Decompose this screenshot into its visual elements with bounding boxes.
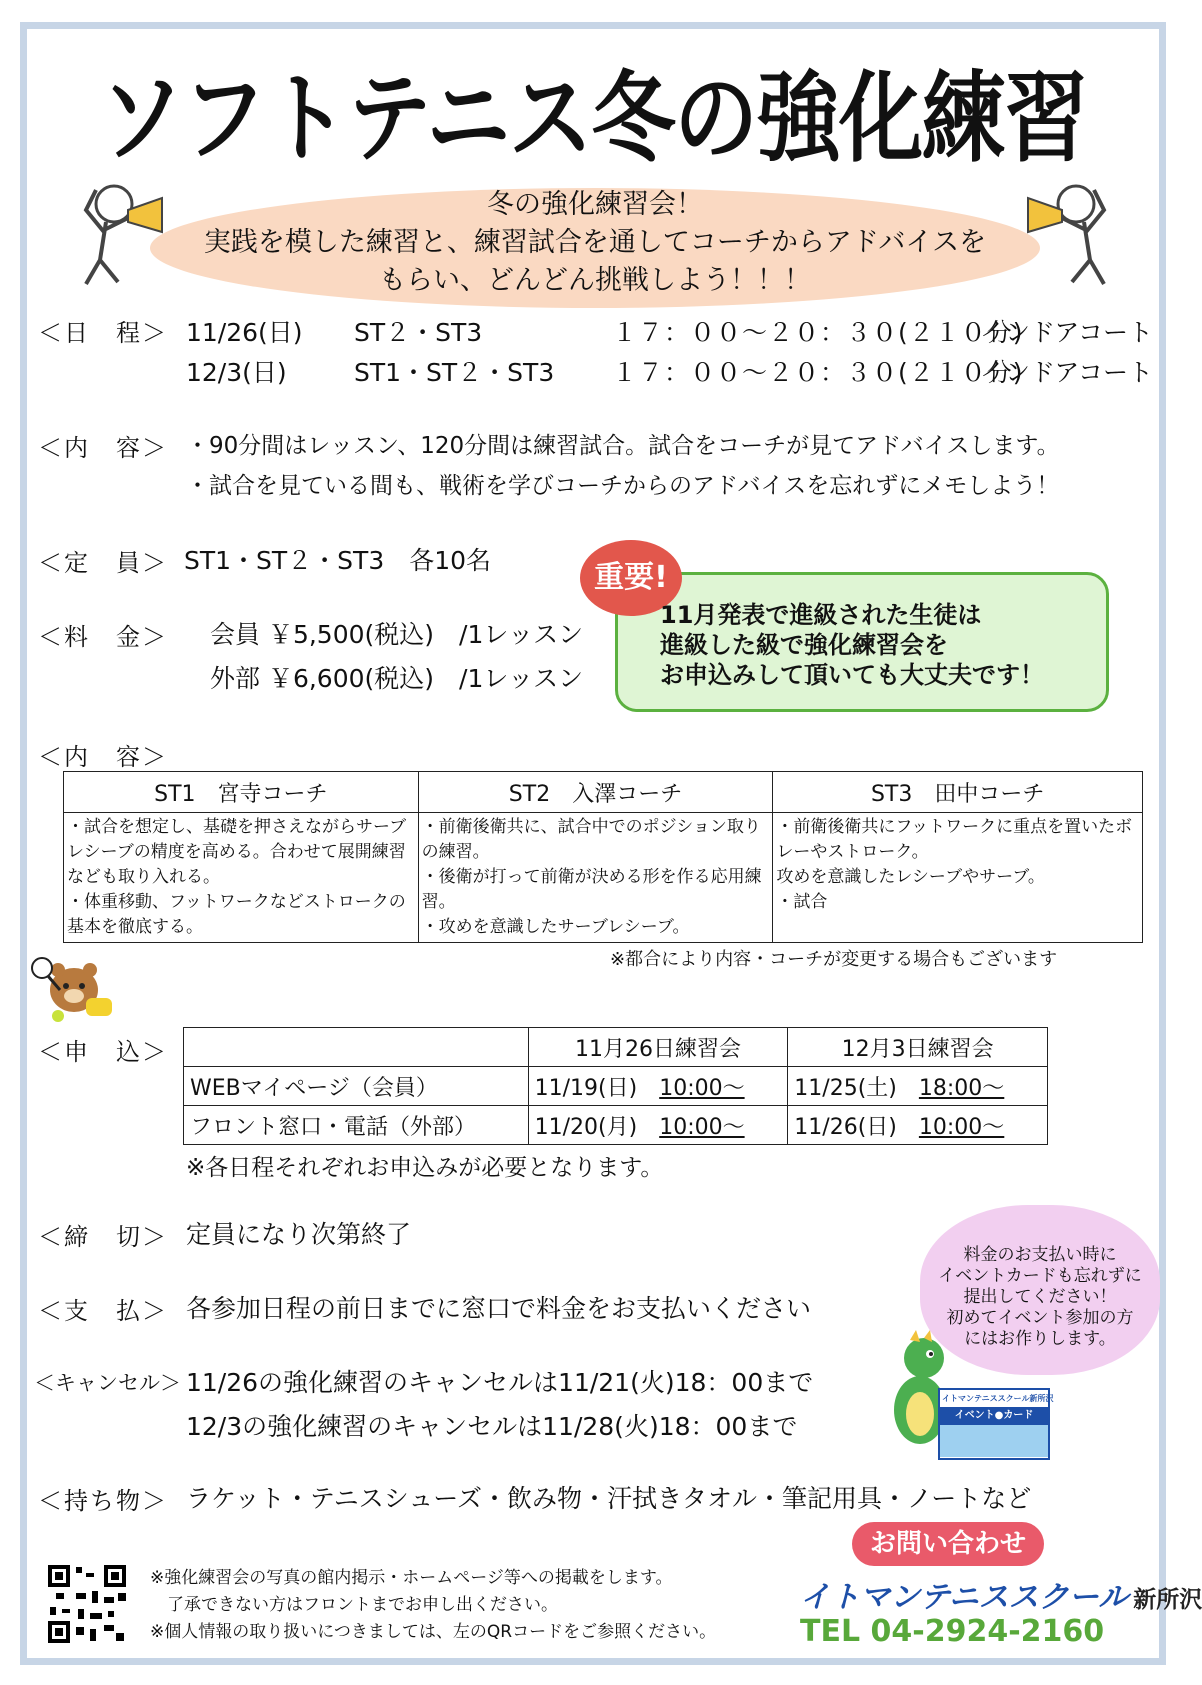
table-header-row	[64, 772, 1143, 813]
apply-date-day: 11/25(土)	[794, 1075, 897, 1101]
important-line: 11月発表で進級された生徒は	[660, 601, 982, 629]
event-card-image	[940, 1425, 1048, 1457]
schedule-date: 11/26(日)	[186, 318, 303, 347]
deadline-label: ＜締 切＞	[38, 1223, 168, 1251]
capacity-label: ＜定 員＞	[38, 549, 168, 577]
table-row	[64, 813, 1143, 943]
items-text: ラケット・テニスシューズ・飲み物・汗拭きタオル・筆記用具・ノートなど	[186, 1484, 1032, 1513]
table-cell: ・前衛後衛共に、試合中でのポジション取りの練習。 ・後衛が打って前衛が決める形を作る応用練習。 ・攻めを意識したサーブレシーブ。	[418, 813, 773, 943]
content-line: ・試合を見ている間も、戦術を学びコーチからのアドバイスを忘れずにメモしよう！	[186, 473, 1060, 499]
fee-label: ＜料 金＞	[38, 623, 168, 651]
table-cell: ・試合を想定し、基礎を押さえながらサーブレシーブの精度を高める。合わせて展開練習なども取り入れる。 ・体重移動、フットワークなどストロークの基本を徹底する。	[64, 813, 419, 943]
qr-code-icon[interactable]	[46, 1563, 128, 1645]
schedule-date: 12/3(日)	[186, 358, 287, 387]
apply-date-time: 10:00～	[918, 1114, 1005, 1140]
schedule-label: ＜日 程＞	[38, 319, 168, 347]
table-header: ST3 田中コーチ	[773, 772, 1143, 813]
event-card-brand: イトマンテニススクール新所沢	[942, 1394, 1054, 1403]
apply-date	[788, 1106, 1048, 1145]
banner-line: もらい、どんどん挑戦しよう！！！	[379, 265, 811, 296]
contact-school: イトマンテニススクール	[800, 1580, 1129, 1615]
pink-note-line: イベントカードも忘れずに	[938, 1266, 1142, 1286]
cancel-label: ＜キャンセル＞	[34, 1371, 181, 1395]
schedule-level: ST1・ST２・ST3	[354, 358, 555, 387]
table-cell: ・前衛後衛共にフットワークに重点を置いたボレーやストローク。 攻めを意識したレシーブやサーブ。 ・試合	[773, 813, 1143, 943]
apply-date	[528, 1067, 788, 1106]
fee-member: 会員 ￥5,500(税込) /1レッスン	[210, 620, 584, 649]
contact-branch: 新所沢	[1133, 1587, 1202, 1613]
tennis-bear-icon	[30, 950, 120, 1025]
apply-date-time: 10:00～	[659, 1114, 745, 1140]
payment-label: ＜支 払＞	[38, 1297, 168, 1325]
schedule-level: ST２・ST3	[354, 318, 483, 347]
contact-school-line	[800, 1572, 1202, 1616]
pink-note-line: 初めてイベント参加の方	[946, 1308, 1134, 1328]
table-header: ST2 入澤コーチ	[418, 772, 773, 813]
schedule-time: １７：００～２０：３０(２１０分)	[612, 318, 1024, 347]
footer-line: ※個人情報の取り扱いにつきましては、左のQRコードをご参照ください。	[150, 1622, 717, 1642]
apply-table	[183, 1027, 1048, 1145]
banner-line: 冬の強化練習会！	[487, 189, 703, 220]
table-row	[184, 1067, 1048, 1106]
table-header	[184, 1028, 529, 1067]
table-header: 12月3日練習会	[788, 1028, 1048, 1067]
footer-line: ※強化練習会の写真の館内掲示・ホームページ等への掲載をします。	[150, 1568, 673, 1588]
contact-heading: お問い合わせ	[852, 1522, 1044, 1566]
apply-date-time: 18:00～	[918, 1075, 1005, 1101]
important-line: 進級した級で強化練習会を	[660, 631, 948, 659]
cancel-line: 11/26の強化練習のキャンセルは11/21(火)18：00まで	[186, 1368, 814, 1397]
pink-note-line: 提出してください！	[963, 1287, 1117, 1307]
apply-date-day: 11/26(日)	[794, 1114, 897, 1140]
banner-line: 実践を模した練習と、練習試合を通してコーチからアドバイスを	[203, 227, 987, 258]
schedule-place: インドアコート	[980, 358, 1154, 387]
important-text	[660, 600, 1100, 690]
table-header: 11月26日練習会	[528, 1028, 788, 1067]
apply-date	[528, 1106, 788, 1145]
content-change-note: ※都合により内容・コーチが変更する場合もございます	[610, 949, 1058, 970]
contact-tel[interactable]: TEL 04-2924-2160	[800, 1614, 1105, 1649]
content-line: ・90分間はレッスン、120分間は練習試合。試合をコーチが見てアドバイスします。	[186, 433, 1060, 459]
table-row	[184, 1106, 1048, 1145]
items-label: ＜持ち物＞	[38, 1487, 168, 1515]
table-header-row	[184, 1028, 1048, 1067]
apply-date-day: 11/20(月)	[534, 1114, 638, 1140]
capacity-text: ST1・ST２・ST3 各10名	[184, 546, 492, 575]
apply-date	[788, 1067, 1048, 1106]
content-detail-label: ＜内 容＞	[38, 743, 168, 771]
deadline-text: 定員になり次第終了	[186, 1220, 412, 1249]
cancel-line: 12/3の強化練習のキャンセルは11/28(火)18：00まで	[186, 1412, 798, 1441]
apply-label: ＜申 込＞	[38, 1038, 168, 1066]
footer-notes	[150, 1565, 716, 1646]
banner-text	[150, 186, 1040, 300]
schedule-time: １７：００～２０：３０(２１０分)	[612, 358, 1024, 387]
apply-method: フロント窓口・電話（外部）	[184, 1106, 529, 1145]
table-header: ST1 宮寺コーチ	[64, 772, 419, 813]
payment-text: 各参加日程の前日までに窓口で料金をお支払いください	[186, 1294, 812, 1323]
event-card	[938, 1388, 1054, 1460]
fee-external: 外部 ￥6,600(税込) /1レッスン	[210, 664, 584, 693]
important-badge: 重要!	[580, 540, 682, 616]
event-card-label: イベント●カード	[940, 1407, 1048, 1425]
schedule-place: インドアコート	[980, 318, 1154, 347]
important-line: お申込みして頂いても大丈夫です！	[660, 661, 1044, 689]
apply-date-time: 10:00～	[659, 1075, 745, 1101]
apply-date-day: 11/19(日)	[534, 1075, 638, 1101]
footer-line: 了承できない方はフロントまでお申し出ください。	[150, 1595, 558, 1615]
apply-method: WEBマイページ（会員）	[184, 1067, 529, 1106]
page-title: ソフトテニス冬の強化練習	[99, 62, 1087, 176]
coach-content-table	[63, 771, 1143, 943]
pink-note-line: 料金のお支払い時に	[963, 1245, 1117, 1265]
apply-note: ※各日程それぞれお申込みが必要となります。	[186, 1155, 664, 1181]
content-label: ＜内 容＞	[38, 434, 168, 462]
content-list	[186, 426, 1060, 506]
pink-note-line: にはお作りします。	[964, 1329, 1116, 1349]
